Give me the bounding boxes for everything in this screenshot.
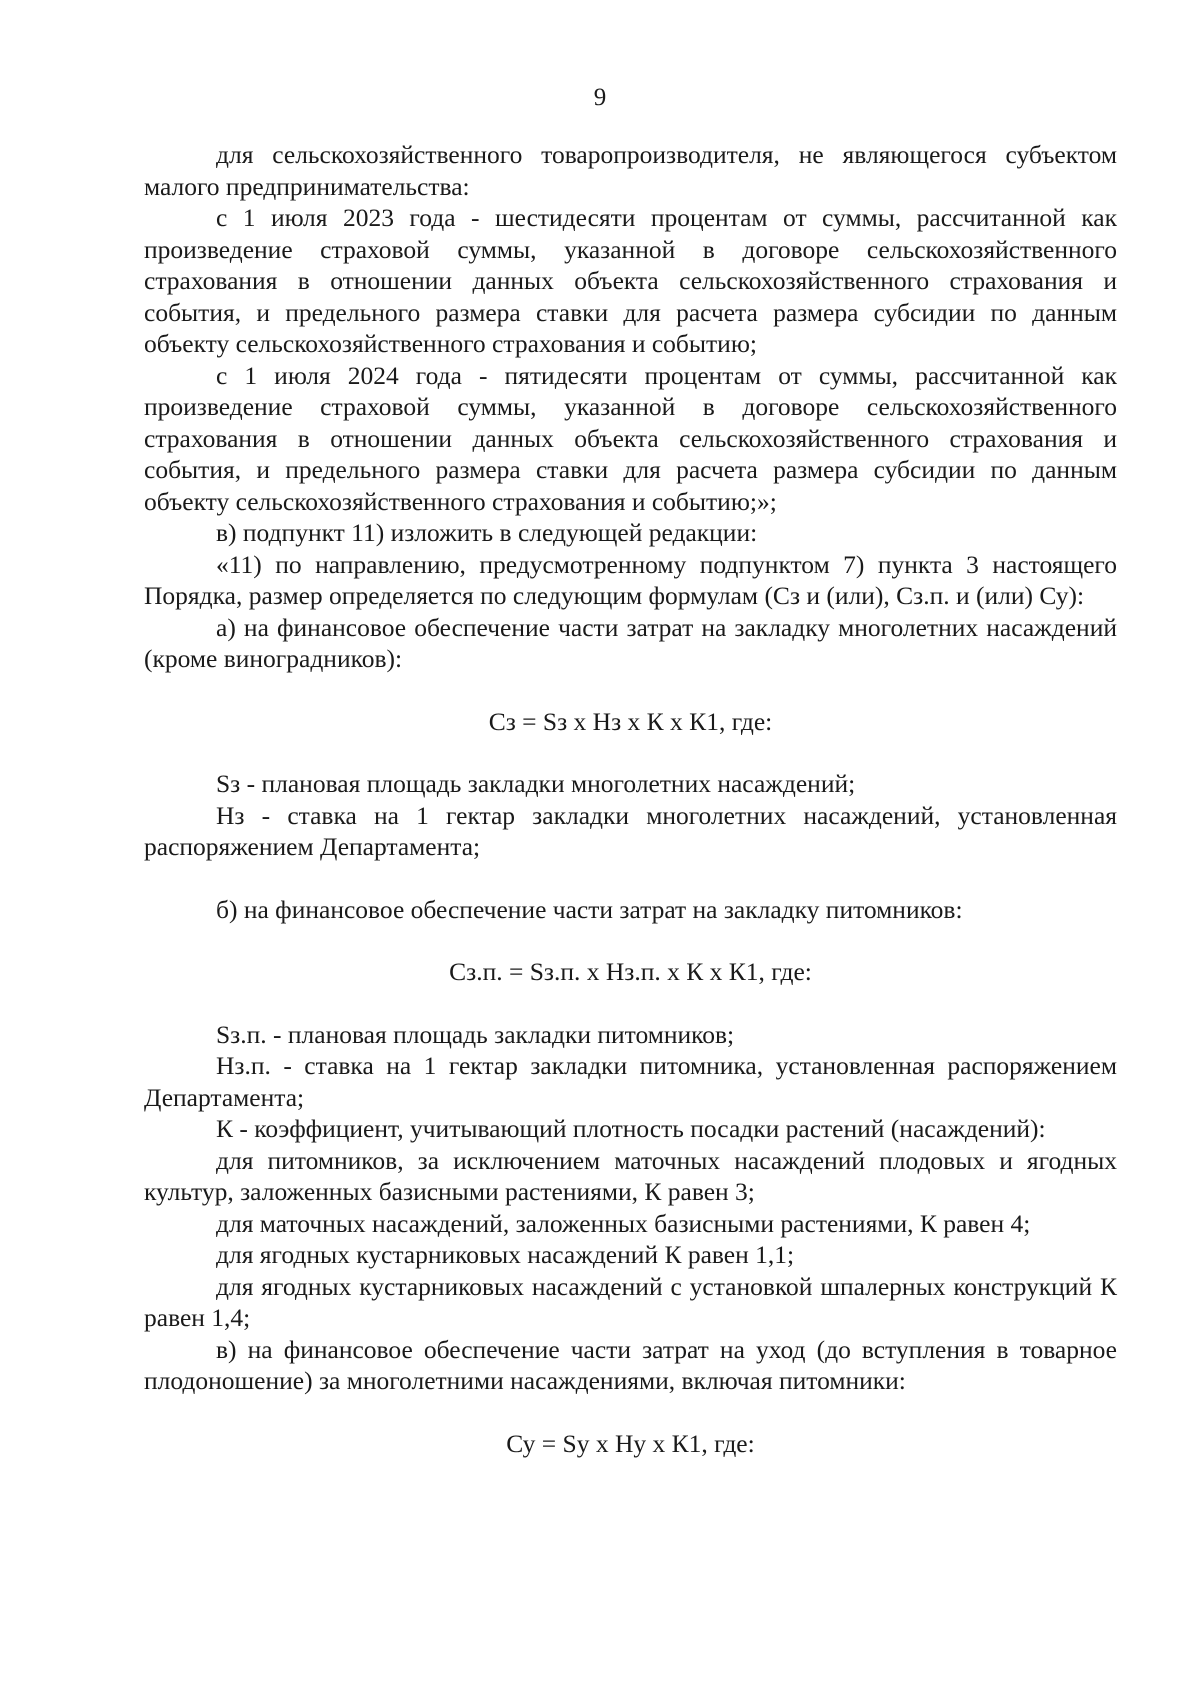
paragraph-subpoint-11: в) подпункт 11) изложить в следующей редакции:: [216, 518, 758, 547]
k-mother-plantings: для маточных насаждений, заложенных базисными растениями, К равен 4;: [216, 1208, 1031, 1238]
k-berry-shrubs: для ягодных кустарниковых насаждений К равен 1,1;: [216, 1240, 795, 1269]
paragraph-item-a: а) на финансовое обеспечение части затрат на закладку многолетних насаждений (кроме виноградников):: [144, 612, 1117, 673]
formula-cu: Су = Sу x Ну x К1, где:: [506, 1428, 755, 1458]
paragraph-direction-11: «11) по направлению, предусмотренному подпунктом 7) пункта 3 настоящего Порядка, размер определяется по следующим формулам (Сз и (или), Сз.п. и (или) Су):: [144, 549, 1117, 610]
definition-nzp: Нз.п. - ставка на 1 гектар закладки питомника, установленная распоряжением Департамента;: [144, 1051, 1117, 1112]
paragraph-non-small-business: для сельскохозяйственного товаропроизводителя, не являющегося субъектом малого предпринимательства:: [144, 140, 1117, 201]
paragraph-july-2024: с 1 июля 2024 года - пятидесяти процентам от суммы, рассчитанной как произведение страховой суммы, указанной в договоре сельскохозяйственного страхования в отношении данных объекта сельскохозяйственного страхования и события, и предельного размера ставки для расчета размера субсидии по данным объекту сельскохозяйственного страхования и событию;»;: [144, 360, 1117, 516]
definition-k: К - коэффициент, учитывающий плотность посадки растений (насаждений):: [216, 1114, 1046, 1143]
definition-szp: Sз.п. - плановая площадь закладки питомников;: [216, 1019, 735, 1049]
page-number: 9: [593, 84, 607, 111]
formula-cz: Сз = Sз x Нз x К x К1, где:: [488, 706, 773, 736]
definition-nz: Нз - ставка на 1 гектар закладки многолетних насаждений, установленная распоряжением Департамента;: [144, 800, 1117, 861]
formula-czp: Сз.п. = Sз.п. x Нз.п. x К x К1, где:: [449, 957, 812, 986]
paragraph-july-2023: с 1 июля 2023 года - шестидесяти процентам от суммы, рассчитанной как произведение страховой суммы, указанной в договоре сельскохозяйственного страхования в отношении данных объекта сельскохозяйственного страхования и события, и предельного размера ставки для расчета размера субсидии по данным объекту сельскохозяйственного страхования и событию;: [144, 203, 1117, 358]
definition-sz: Sз - плановая площадь закладки многолетних насаждений;: [216, 769, 856, 798]
k-berry-shrubs-trellis: для ягодных кустарниковых насаждений с установкой шпалерных конструкций К равен 1,4;: [144, 1271, 1117, 1332]
k-nurseries: для питомников, за исключением маточных насаждений плодовых и ягодных культур, заложенных базисными растениями, К равен 3;: [144, 1145, 1117, 1206]
document-body: [144, 139, 1117, 1459]
paragraph-item-b: б) на финансовое обеспечение части затрат на закладку питомников:: [216, 894, 963, 924]
paragraph-item-v: в) на финансовое обеспечение части затрат на уход (до вступления в товарное плодоношение) за многолетними насаждениями, включая питомники:: [144, 1334, 1117, 1395]
